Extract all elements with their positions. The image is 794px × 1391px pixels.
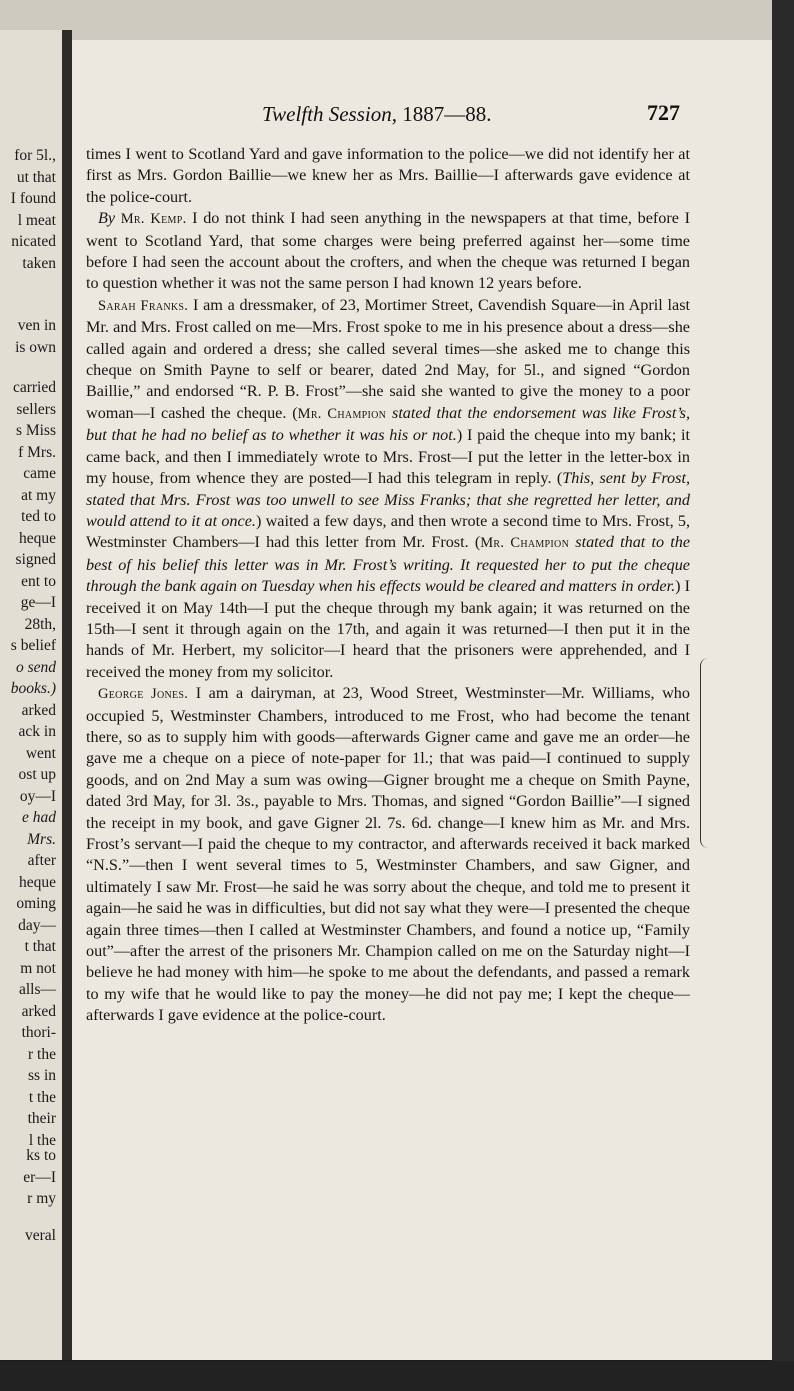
left-page-fragment: ge—I (20, 594, 56, 611)
left-page-fragment: heque (18, 529, 56, 547)
left-page-fragment: nicated (11, 233, 56, 250)
left-page-fragment: r the (28, 1045, 56, 1063)
paragraph-3-italic-2: This, sent by Frost, stated that Mrs. Frost was too unwell to see Miss Franks; that she regretted her letter, and would attend to it at once. (86, 469, 690, 530)
left-page-fragment: thori- (21, 1024, 56, 1041)
left-page-fragment: arked (21, 701, 56, 719)
examiner-name: Mr. Kemp. (120, 211, 187, 228)
champion-name-1: Mr. Champion (297, 405, 387, 422)
left-page-fragment: oy—I (19, 787, 56, 805)
left-page-fragment: o send (15, 658, 56, 676)
left-page-fragment: f Mrs. (18, 443, 56, 461)
left-page-fragment: er—I (23, 1168, 56, 1186)
left-page-fragment: ent to (21, 572, 56, 590)
left-page-fragment: signed (15, 551, 56, 568)
left-page-fragment: ss in (28, 1067, 56, 1084)
left-page-fragment: went (25, 744, 56, 762)
paragraph-4 (86, 683, 690, 1027)
left-page-fragment: r my (27, 1190, 56, 1207)
left-page-fragment: I found (10, 190, 56, 207)
right-page (72, 40, 772, 1360)
left-page-fragment: alls— (18, 981, 56, 998)
left-page-fragment: l the (28, 1131, 56, 1149)
left-page-fragment: day— (18, 916, 56, 934)
witness-name-george-jones: George Jones. (98, 686, 189, 703)
paragraph-1: times I went to Scotland Yard and gave information to the police—we did not identify her at first as Mrs. Gordon Baillie—we knew her as Mrs. Baillie—I afterwards gave evidence at the police-court. (86, 145, 690, 206)
witness-name-sarah-franks: Sarah Franks. (98, 297, 189, 314)
left-page-fragment: oming (16, 895, 56, 912)
left-page-fragment: sellers (16, 400, 56, 418)
left-page-fragment: their (27, 1110, 56, 1127)
paragraph-3 (86, 295, 690, 683)
left-page-fragment: ut that (16, 168, 56, 186)
left-page-fragment: taken (22, 254, 56, 272)
testimony-text (86, 144, 690, 1027)
left-page-fragment: heque (18, 873, 56, 891)
left-page-fragment: is own (15, 338, 56, 356)
page-number: 727 (647, 100, 680, 125)
left-page-fragment: ack in (18, 723, 56, 740)
left-page-fragment: veral (25, 1227, 56, 1244)
left-page-fragment: ost up (18, 766, 56, 783)
paragraph-4-text: I am a dairyman, at 23, Wood Street, Westminster—Mr. Williams, who occupied 5, Westminster Chambers, introduced to me Frost, who had become the tenant there, so as to supply him with goods—afterwards Gigner came and gave me an order—he gave me a cheque on a piece of note-paper for 1l.; that was paid—I continued to supply goods, and on 2nd May a sum was owing—Gigner brought me a cheque on Smith Payne, dated 3rd May, for 3l. 3s., payable to Mrs. Thomas, and signed “Gordon Baillie”—I signed the receipt in my book, and gave Gigner 2l. 7s. 6d. change—I knew him as Mr. and Mrs. Frost’s servant—I paid the cheque to my contractor, and afterwards received it back marked “N.S.”—then I went several times to 5, Westminster Chambers, and saw Gigner, and ultimately I saw Mr. Frost—he said he was sorry about the cheque, and told me to present it again—he said he was in difficulties, but did not say what they were—I presented the cheque again three times—then I called at Westminster Chambers, and found a notice up, “Family out”—after the arrest of the prisoners Mr. Champion called on me on the Saturday night—I believe he had money with him—he spoke to me about the defendants, and passed a remark to my wife that he would like to pay the money—he did not pay me; I kept the cheque—afterwards I gave evidence at the police-court. (86, 684, 690, 1025)
paragraph-3-part-b: ) I paid the cheque into my bank; it came back, and then I immediately wrote to Mrs. Frost—I put the letter in the letter-box in my house, from whence they are posted—I had this telegram in reply. ( (86, 426, 690, 488)
left-page-fragment: s belief (10, 637, 56, 654)
left-page-fragment: t the (28, 1088, 56, 1106)
by-label: By (98, 209, 116, 228)
left-page-fragment: after (27, 852, 56, 869)
margin-bracket-mark (700, 658, 709, 848)
left-page-fragment: books.) (10, 680, 56, 697)
left-page-fragment: ven in (17, 317, 56, 334)
left-page-fragment: s Miss (15, 422, 56, 439)
paragraph-2-text: I do not think I had seen anything in the newspapers at that time, before I went to Scotland Yard, that some charges were being preferred against her—some time before I had seen the account about the crofters, and when the cheque was returned I began to question whether it was not the same person I had known 12 years before. (86, 209, 691, 293)
left-page-fragment: Mrs. (27, 830, 56, 848)
book-gutter (62, 30, 72, 1360)
running-title (262, 102, 491, 127)
left-page-fragment: ks to (26, 1147, 56, 1164)
scan-right-edge (772, 0, 794, 1391)
left-page-fragment: arked (21, 1002, 56, 1020)
left-page-edge (0, 30, 64, 1360)
left-page-fragment: at my (21, 486, 56, 504)
left-page-fragment: ted to (21, 508, 56, 525)
left-page-fragment: e had (21, 809, 56, 826)
page-header (72, 102, 772, 132)
paragraph-2 (86, 208, 690, 295)
paragraph-3-part-c: ) waited a few days, and then wrote a second time to Mrs. Frost, 5, Westminster Chambers—I had this letter from Mr. Frost. ( (86, 511, 691, 552)
paragraph-3-part-a: I am a dressmaker, of 23, Mortimer Street, Cavendish Square—in April last Mr. and Mrs. Frost called on me—Mrs. Frost spoke to me in his presence about a dress—she called again and ordered a dress; she called several times—she asked me to change this cheque on Smith Payne to self or bearer, dated 2nd May, for 5l., and signed “Gordon Baillie,” and endorsed “R. P. B. Frost”—she said she wanted to give the money to a poor woman—I cashed the cheque. ( (86, 295, 690, 422)
left-page-fragment: came (23, 465, 56, 482)
left-page-fragment: for 5l., (14, 147, 56, 164)
left-page-fragment: 28th, (24, 615, 56, 633)
left-page-fragment: t that (24, 938, 56, 955)
paragraph-3-italic-1: stated that the endorsement was like Frost’s, but that he had no belief as to whether it was his or not. (86, 403, 690, 445)
champion-name-2: Mr. Champion (480, 535, 570, 552)
left-page-fragment: m not (20, 959, 56, 977)
scan-bottom-margin (0, 1361, 794, 1391)
left-page-fragment: carried (12, 379, 56, 396)
paragraph-3-italic-3: stated that to the best of his belief this letter was in Mr. Frost’s writing. It requested her to put the cheque through the bank again on Tuesday when his effects would be cleared and matters in order. (86, 533, 690, 596)
left-page-fragment: l meat (17, 211, 56, 229)
paragraph-3-part-d: ) I received it on May 14th—I put the cheque through my bank again; it was returned on the 15th—I sent it through again on the 17th, and again it was returned—I then put it in the hands of Mr. Herbert, my solicitor—I heard that the prisoners were apprehended, and I received the money from my solicitor. (86, 577, 691, 681)
running-title-session: Twelfth Session, (262, 102, 397, 126)
running-title-years: 1887—88. (396, 102, 492, 126)
